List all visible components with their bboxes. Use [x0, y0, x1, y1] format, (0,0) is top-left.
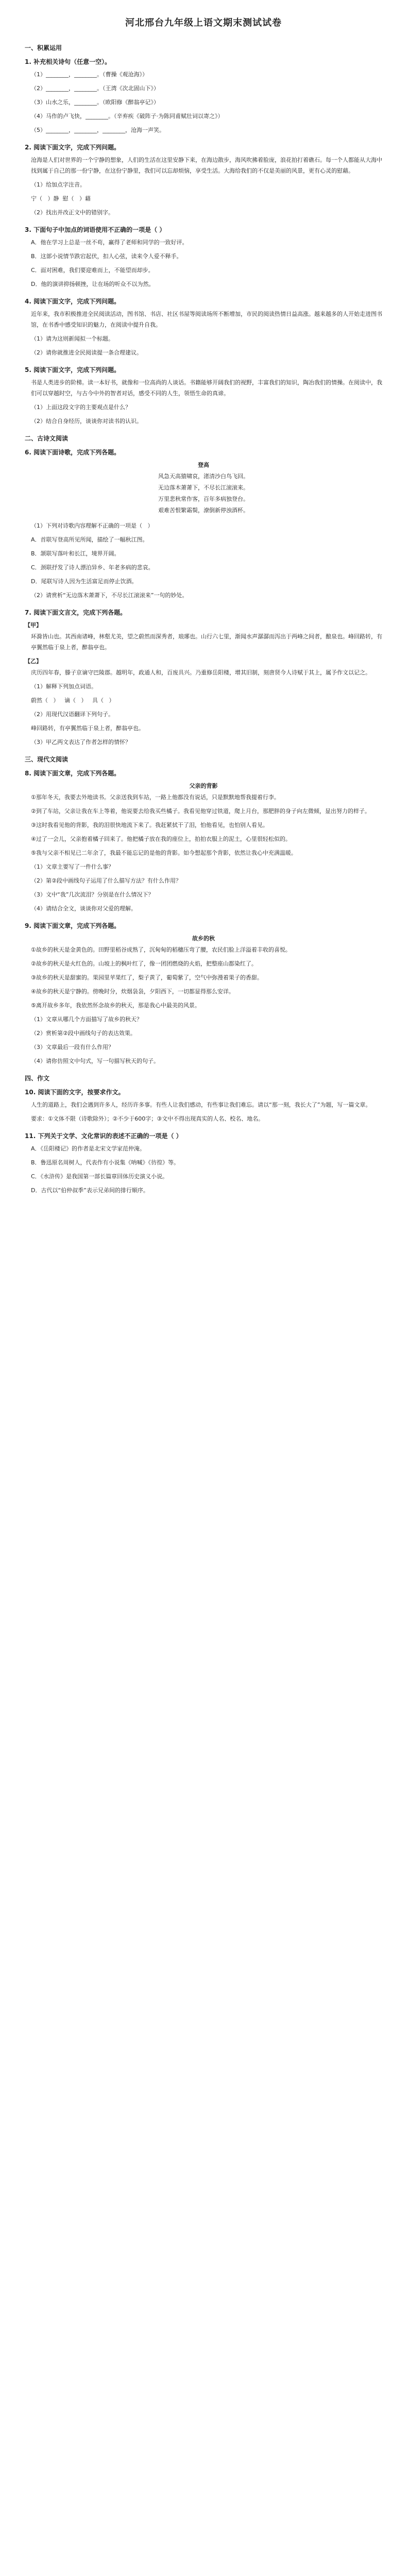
question-stem: [25, 297, 382, 306]
text-line: （2）结合自身经历，谈谈你对读书的认识。: [31, 418, 142, 425]
text-line: ①故乡的秋天是金黄色的。田野里稻谷成熟了，沉甸甸的稻穗压弯了腰，农民们脸上洋溢着丰收的喜悦。: [31, 946, 291, 953]
text-line: 【甲】: [25, 622, 42, 629]
text-line: （4）请结合全文，谈谈你对父爱的理解。: [31, 905, 137, 912]
text-line: （2）________，________。（王湾《次北固山下》）: [31, 85, 159, 92]
text-line: 风急天高猿啸哀，渚清沙白鸟飞回。: [158, 473, 249, 480]
text-line: （2）用现代汉语翻译下列句子。: [31, 711, 114, 718]
question-stem: [25, 143, 382, 151]
text-line: 阅读下面诗歌，完成下列各题。: [33, 449, 121, 456]
text-line: C．《水浒传》是我国第一部长篇章回体历史演义小说。: [31, 1173, 168, 1180]
text-line: 无边落木萧萧下，不尽长江滚滚来。: [158, 484, 249, 491]
question-stem: [25, 448, 382, 456]
text-line: （1）________，________。（曹操《观沧海》）: [31, 71, 148, 78]
question-stem: [25, 365, 382, 374]
text-line: B．颔联写落叶和长江，境界开阔。: [31, 550, 120, 557]
text-line: 10.: [25, 1089, 36, 1096]
text-line: 2.: [25, 144, 31, 151]
text-line: 阅读下面文字，完成下列问题。: [33, 366, 121, 374]
text-line: ④过了一会儿，父亲抱着橘子回来了。他把橘子放在我的座位上，拍拍衣服上的泥土，心里很轻松似的。: [31, 836, 291, 842]
text-line: 5.: [25, 366, 31, 374]
question-stem: [25, 225, 382, 234]
text-line: 3.: [25, 226, 31, 233]
text-line: 环滁皆山也。其西南诸峰，林壑尤美，望之蔚然而深秀者，琅琊也。山行六七里，渐闻水声潺潺而泻出于两峰之间者，酿泉也。峰回路转，有亭翼然临于泉上者，醉翁亭也。: [31, 633, 382, 651]
text-line: （2）请赏析“无边落木萧萧下，不尽长江滚滚来”一句的妙处。: [31, 592, 188, 599]
text-line: 蔚然（ ） 谪（ ） 具（ ）: [31, 697, 115, 704]
text-line: 庆历四年春，滕子京谪守巴陵郡。越明年，政通人和，百废具兴。乃重修岳阳楼，增其旧制，刻唐贤今人诗赋于其上，属予作文以记之。: [31, 669, 371, 676]
question-4: [25, 297, 382, 358]
text-line: 9.: [25, 922, 31, 929]
text-line: A．《岳阳楼记》的作者是北宋文学家范仲淹。: [31, 1145, 146, 1152]
text-line: （3）文章最后一段有什么作用？: [31, 1044, 114, 1050]
text-line: 沧海是人们对世界的一个宁静的想象，人们的生活在这里安静下来，在海边散步，海风吹拂着脸庞，浪花拍打着礁石。每一个人都能从大海中找到属于自己的那一份宁静，在这份宁静里，我们可以忘却烦恼，享受生活。大海给我们的不仅是美丽的风景，更有心灵的慰藉。: [31, 157, 382, 174]
text-line: ④故乡的秋天是宁静的。傍晚时分，炊烟袅袅，夕阳西下，一切都显得那么安详。: [31, 988, 234, 995]
text-line: A．首联写登高所见所闻，描绘了一幅秋江图。: [31, 536, 148, 543]
text-line: 7.: [25, 609, 31, 616]
question-stem: [25, 608, 382, 617]
section-heading: 一、积累运用: [25, 44, 62, 52]
question-3: [25, 225, 382, 290]
question-6: [25, 448, 382, 601]
text-line: 【乙】: [25, 658, 42, 665]
text-line: 阅读下面文章，完成下列各题。: [33, 922, 121, 929]
text-line: （2）赏析第②段中画线句子的表达效果。: [31, 1030, 136, 1037]
text-line: 峰回路转，有亭翼然临于泉上者，醉翁亭也。: [31, 725, 144, 732]
text-line: 补充相关诗句（任意一空）。: [33, 58, 111, 65]
text-line: 故乡的秋: [192, 935, 215, 942]
text-line: 登高: [198, 462, 209, 468]
text-line: （1）给加点字注音。: [31, 181, 86, 188]
text-line: 要求：①文体不限（诗歌除外）；②不少于600字；③文中不得出现真实的人名、校名、地名。: [31, 1115, 264, 1122]
section-heading: 三、现代文阅读: [25, 756, 69, 763]
text-line: C．颈联抒发了诗人漂泊异乡、年老多病的悲哀。: [31, 564, 154, 571]
text-line: （3）山水之乐，________。（欧阳修《醉翁亭记》）: [31, 99, 159, 106]
text-line: （1）下列对诗歌内容理解不正确的一项是（ ）: [31, 522, 154, 529]
text-line: 阅读下面文字，完成下列问题。: [33, 144, 121, 151]
text-line: 4.: [25, 298, 31, 305]
text-line: （2）请你就推进全民阅读提一条合理建议。: [31, 349, 142, 356]
text-line: （1）请为这则新闻拟一个标题。: [31, 335, 114, 342]
text-line: ③这时我看见他的背影，我的泪很快地流下来了。我赶紧拭干了泪，怕他看见，也怕别人看见。: [31, 822, 268, 828]
text-line: （1）上面这段文字的主要观点是什么？: [31, 404, 131, 411]
text-line: ②到了车站，父亲让我在车上等着，他说要去给我买些橘子。我看见他穿过铁道，爬上月台，那肥胖的身子向左微倾，显出努力的样子。: [31, 808, 370, 815]
text-line: （1）文章从哪几个方面描写了故乡的秋天？: [31, 1016, 142, 1023]
section-heading: 四、作文: [25, 1075, 50, 1082]
text-line: （2）第②段中画线句子运用了什么描写方法？有什么作用？: [31, 877, 181, 884]
question-stem: [25, 1088, 382, 1096]
text-line: D．古代以“伯仲叔季”表示兄弟间的排行顺序。: [31, 1187, 149, 1194]
question-5: [25, 365, 382, 427]
text-line: （3）甲乙两文表达了作者怎样的情怀？: [31, 739, 131, 745]
question-2: [25, 143, 382, 218]
text-line: 11.: [25, 1132, 36, 1140]
text-line: 人生的道路上，我们会遇到许多人，经历许多事。有些人让我们感动，有些事让我们难忘。请以“那一刻，我长大了”为题，写一篇文章。: [31, 1101, 371, 1108]
text-line: 阅读下面文言文，完成下列各题。: [33, 609, 127, 616]
text-line: D．他的演讲抑扬顿挫，让在场的听众不以为然。: [31, 281, 155, 287]
doc-title: 河北邢台九年级上语文期末测试试卷: [125, 18, 282, 28]
text-line: （1）解释下列加点词语。: [31, 683, 97, 690]
text-line: ⑤我与父亲不相见已二年余了，我最不能忘记的是他的背影。如今想起那个背影，依然让我心中充满温暖。: [31, 850, 297, 856]
text-line: 宁（ ）静 慰（ ）藉: [31, 195, 91, 202]
question-8: [25, 769, 382, 914]
text-line: ⑤离开故乡多年，我依然怀念故乡的秋天，那是我心中最美的风景。: [31, 1002, 200, 1009]
text-line: 万里悲秋常作客，百年多病独登台。: [158, 496, 249, 502]
text-line: 阅读下面文章，完成下列各题。: [33, 770, 121, 777]
text-line: （2）找出并改正文中的错别字。: [31, 209, 114, 216]
text-line: 父亲的背影: [189, 783, 218, 789]
text-line: 下列关于文学、文化常识的表述不正确的一项是（ ）: [38, 1132, 182, 1140]
text-line: 艰难苦恨繁霜鬓，潦倒新停浊酒杯。: [158, 507, 249, 514]
text-line: （4）马作的卢飞快，________。（辛弃疾《破阵子·为陈同甫赋壮词以寄之》）: [31, 113, 224, 120]
text-line: ③故乡的秋天是甜蜜的。果园里苹果红了，梨子黄了，葡萄紫了，空气中弥漫着果子的香甜。: [31, 974, 263, 981]
question-9: [25, 921, 382, 1066]
text-line: ①那年冬天，我要去外地读书。父亲送我到车站，一路上他都没有说话，只是默默地帮我提着行李。: [31, 794, 280, 801]
section-heading: 二、古诗文阅读: [25, 435, 69, 442]
text-line: 阅读下面文字，完成下列问题。: [33, 298, 121, 305]
question-stem: [25, 769, 382, 777]
text-line: C．面对困难，我们要迎难而上，不能望而却步。: [31, 267, 154, 274]
question-1: [25, 57, 382, 135]
question-10: [25, 1088, 382, 1124]
question-7: [25, 608, 382, 748]
text-line: （5）________，________，________，沧海一声笑。: [31, 127, 165, 133]
text-line: 近年来，我市积极推进全民阅读活动，图书馆、书店、社区书屋等阅读场所不断增加，市民的阅读热情日益高涨。越来越多的人开始走进图书馆，在书香中感受知识的魅力，在阅读中提升自我。: [31, 311, 382, 328]
text-line: 1.: [25, 58, 31, 65]
text-line: 书是人类进步的阶梯。读一本好书，就像和一位高尚的人谈话。书籍能够开阔我们的视野，丰富我们的知识，陶冶我们的情操。在阅读中，我们可以穿越时空，与古今中外的智者对话，感受不同的人生，领悟生命的真谛。: [31, 379, 382, 397]
text-line: B．鲁迅原名周树人，代表作有小说集《呐喊》《彷徨》等。: [31, 1159, 180, 1166]
text-line: （3）文中“我”几次流泪？分别是在什么情况下？: [31, 891, 154, 898]
text-line: B．这部小说情节跌宕起伏，扣人心弦，读来令人爱不释手。: [31, 253, 182, 260]
text-line: 6.: [25, 449, 31, 456]
question-11: [25, 1131, 382, 1196]
question-stem: [25, 921, 382, 930]
text-line: （4）请你仿照文中句式，写一句描写秋天的句子。: [31, 1058, 159, 1064]
text-line: （1）文章主要写了一件什么事？: [31, 863, 114, 870]
text-line: A．他在学习上总是一丝不苟，赢得了老师和同学的一致好评。: [31, 239, 188, 246]
text-line: D．尾联写诗人因为生活富足而停止饮酒。: [31, 578, 138, 585]
text-line: 下面句子中加点的词语使用不正确的一项是（ ）: [33, 226, 166, 233]
question-stem: [25, 1131, 382, 1140]
text-line: 阅读下面的文字，按要求作文。: [38, 1089, 125, 1096]
question-stem: [25, 57, 382, 66]
text-line: ②故乡的秋天是火红色的。山坡上的枫叶红了，像一团团燃烧的火焰，把整座山都染红了。: [31, 960, 257, 967]
text-line: 8.: [25, 770, 31, 777]
